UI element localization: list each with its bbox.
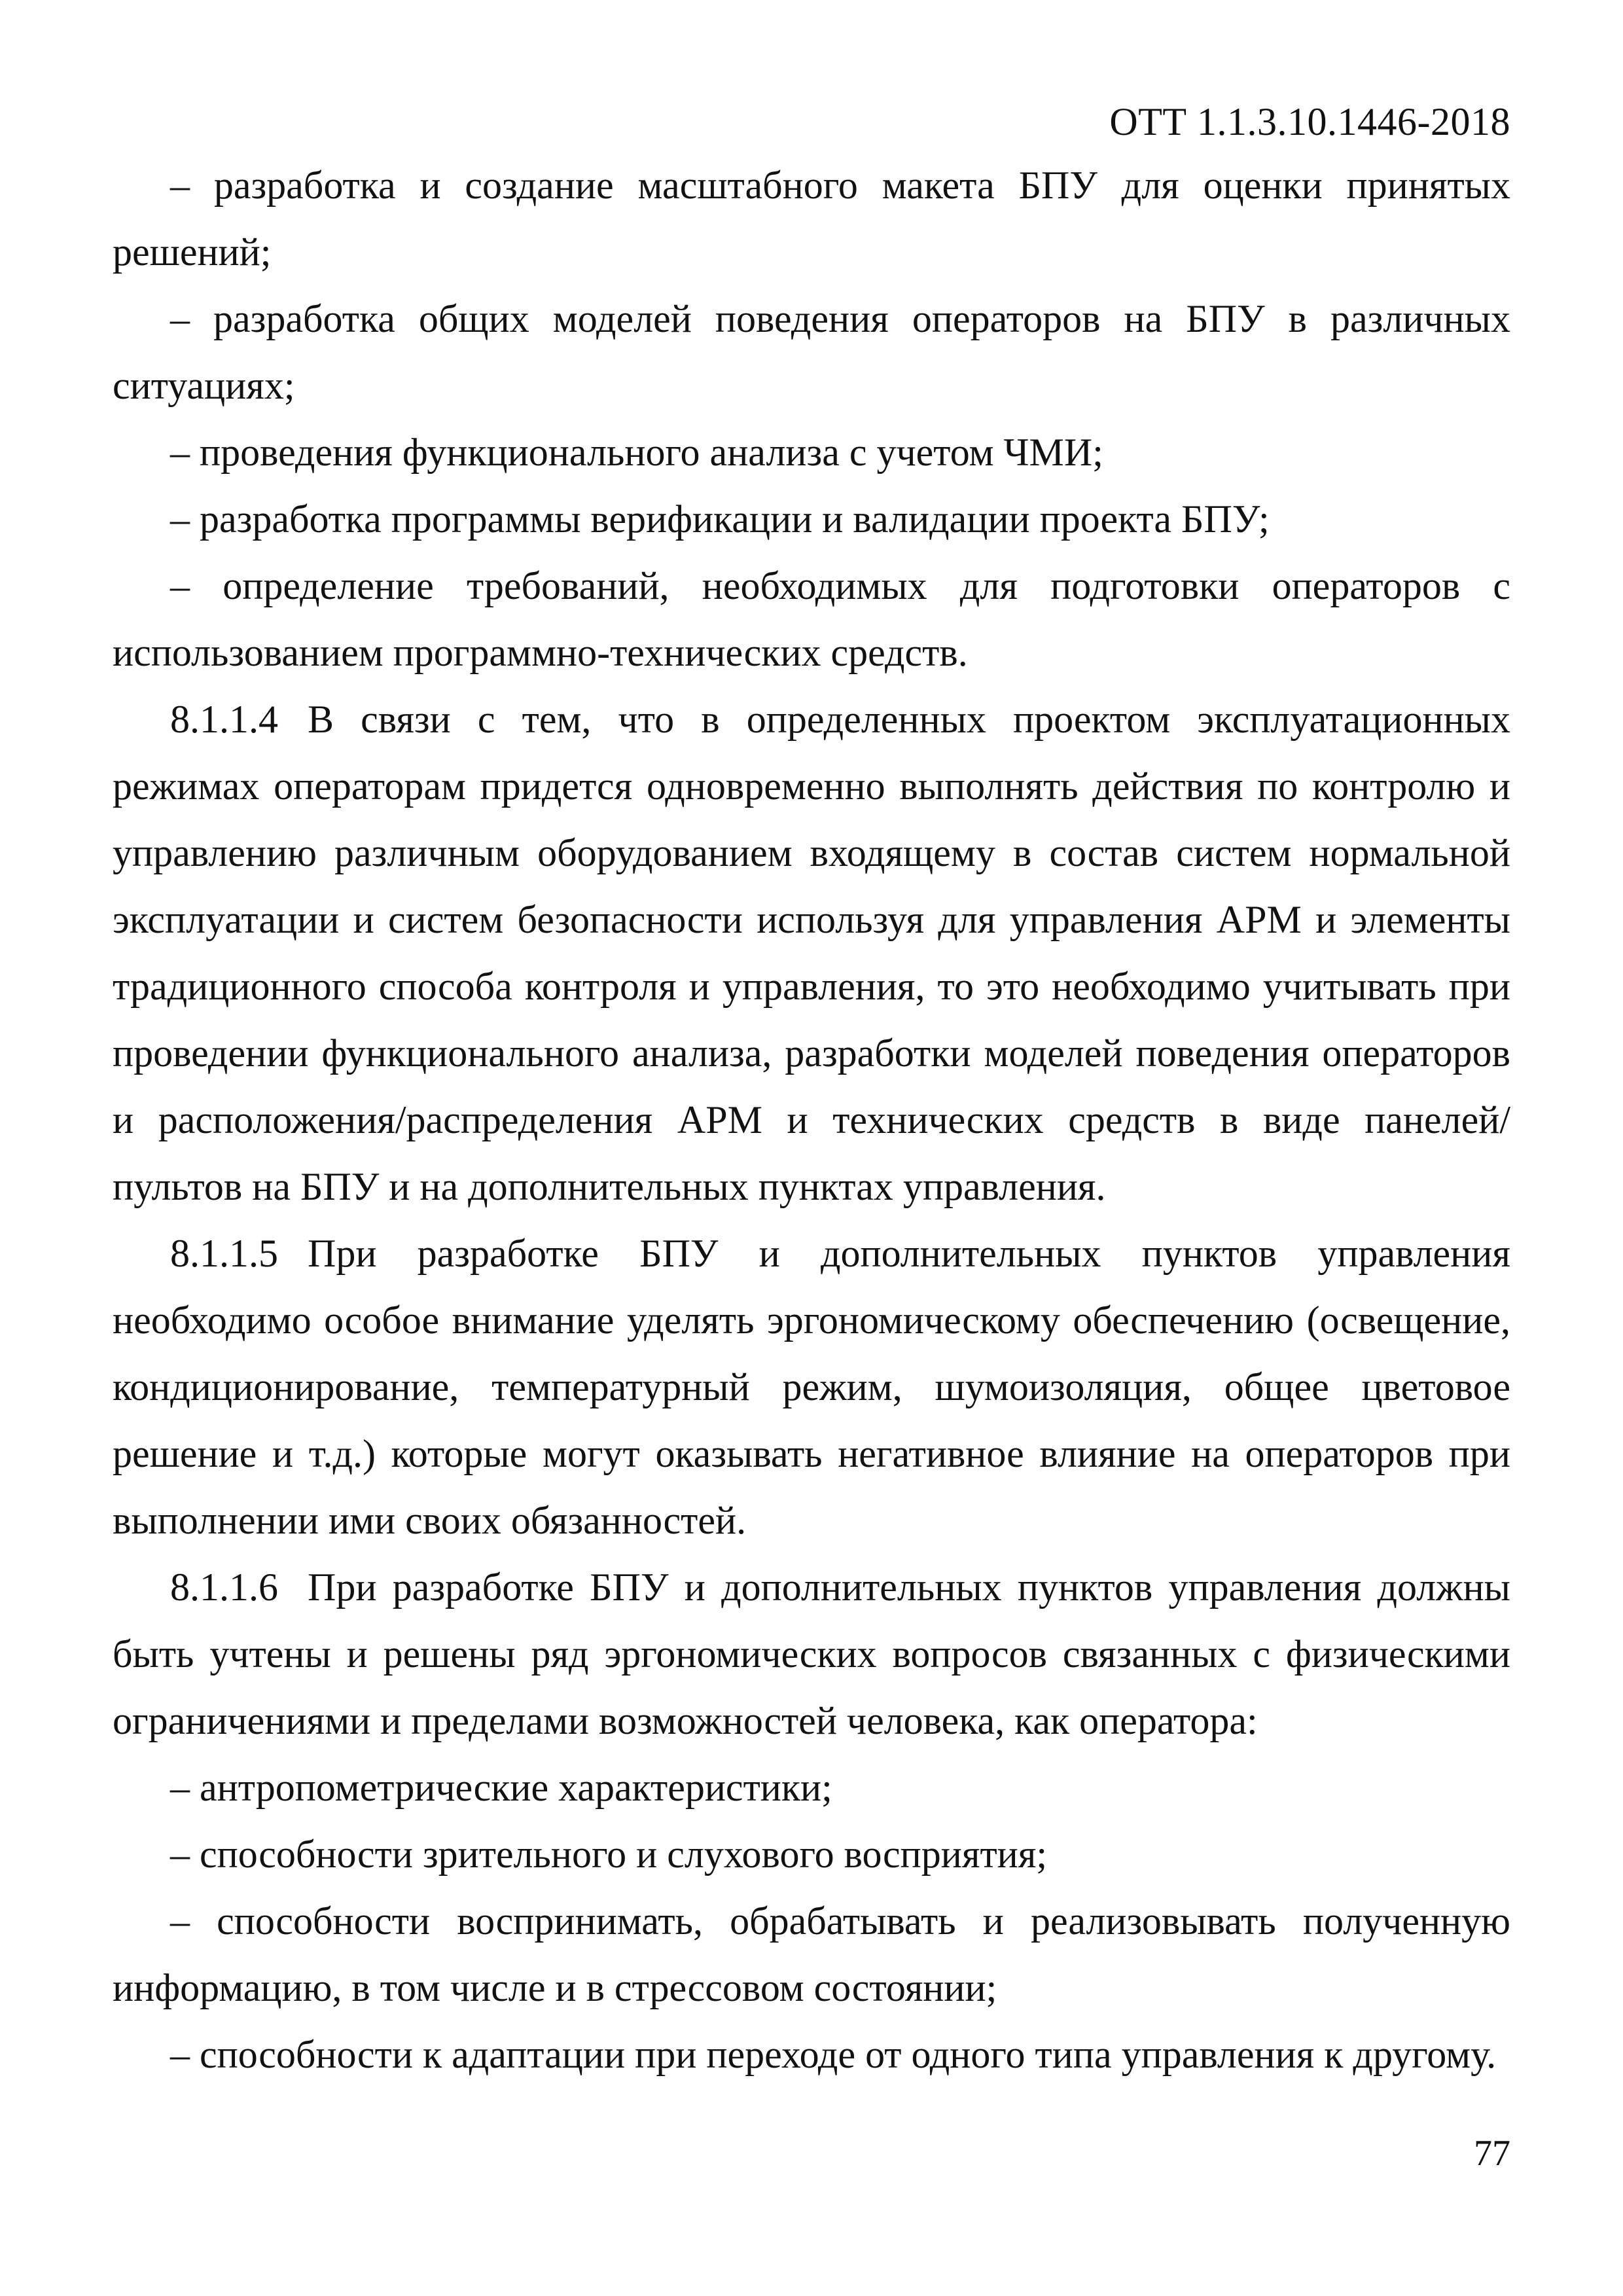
clause-number: 8.1.1.6 — [170, 1566, 278, 1609]
clause-text: В связи с тем, что в определенных проектом эксплуатационных режимах операторам придется одновременно выполнять действия по контролю и управлению различным оборудованием входящему в состав систем нормальной эксплуатации и систем безопасности используя для управления АРМ и элементы традиционного способа контроля и управления, то это необходимо учитывать при проведении функционального анализа, разработки моделей поведения операторов и расположения/распределения АРМ и технических средств в виде панелей/пультов на БПУ и на дополнительных пунктах управления. — [113, 698, 1510, 1208]
page-body — [113, 152, 1510, 2088]
clause-paragraph — [113, 686, 1510, 1220]
bullet-item: – проведения функционального анализа с учетом ЧМИ; — [170, 431, 1103, 474]
bullet-item: – способности воспринимать, обрабатывать и реализовывать полученную информацию, в том числе и в стрессовом состоянии; — [113, 1899, 1510, 2009]
clause-text: При разработке БПУ и дополнительных пунктов управления должны быть учтены и решены ряд эргономических вопросов связанных с физическими ограничениями и пределами возможностей человека, как оператора: — [113, 1566, 1510, 1742]
bullet-item: – разработка программы верификации и валидации проекта БПУ; — [170, 497, 1270, 541]
bullet-item: – способности зрительного и слухового восприятия; — [170, 1833, 1048, 1876]
bullet-item: – способности к адаптации при переходе от одного типа управления к другому. — [170, 2033, 1497, 2076]
page-number: 77 — [1474, 2133, 1510, 2174]
clause-paragraph — [113, 1554, 1510, 1754]
clause-number: 8.1.1.4 — [170, 698, 278, 741]
bullet-item: – антропометрические характеристики; — [170, 1766, 832, 1809]
clause-number: 8.1.1.5 — [170, 1232, 278, 1275]
clause-paragraph — [113, 1220, 1510, 1554]
document-code-header: ОТТ 1.1.3.10.1446-2018 — [1109, 100, 1510, 143]
bullet-item: – определение требований, необходимых для подготовки операторов с использованием программно-технических средств. — [113, 564, 1510, 674]
bullet-item: – разработка и создание масштабного макета БПУ для оценки принятых решений; — [113, 164, 1510, 274]
clause-text: При разработке БПУ и дополнительных пунктов управления необходимо особое внимание уделять эргономическому обеспечению (освещение, кондиционирование, температурный режим, шумоизоляция, общее цветовое решение и т.д.) которые могут оказывать негативное влияние на операторов при выполнении ими своих обязанностей. — [113, 1232, 1510, 1542]
bullet-item: – разработка общих моделей поведения операторов на БПУ в различных ситуациях; — [113, 297, 1510, 407]
